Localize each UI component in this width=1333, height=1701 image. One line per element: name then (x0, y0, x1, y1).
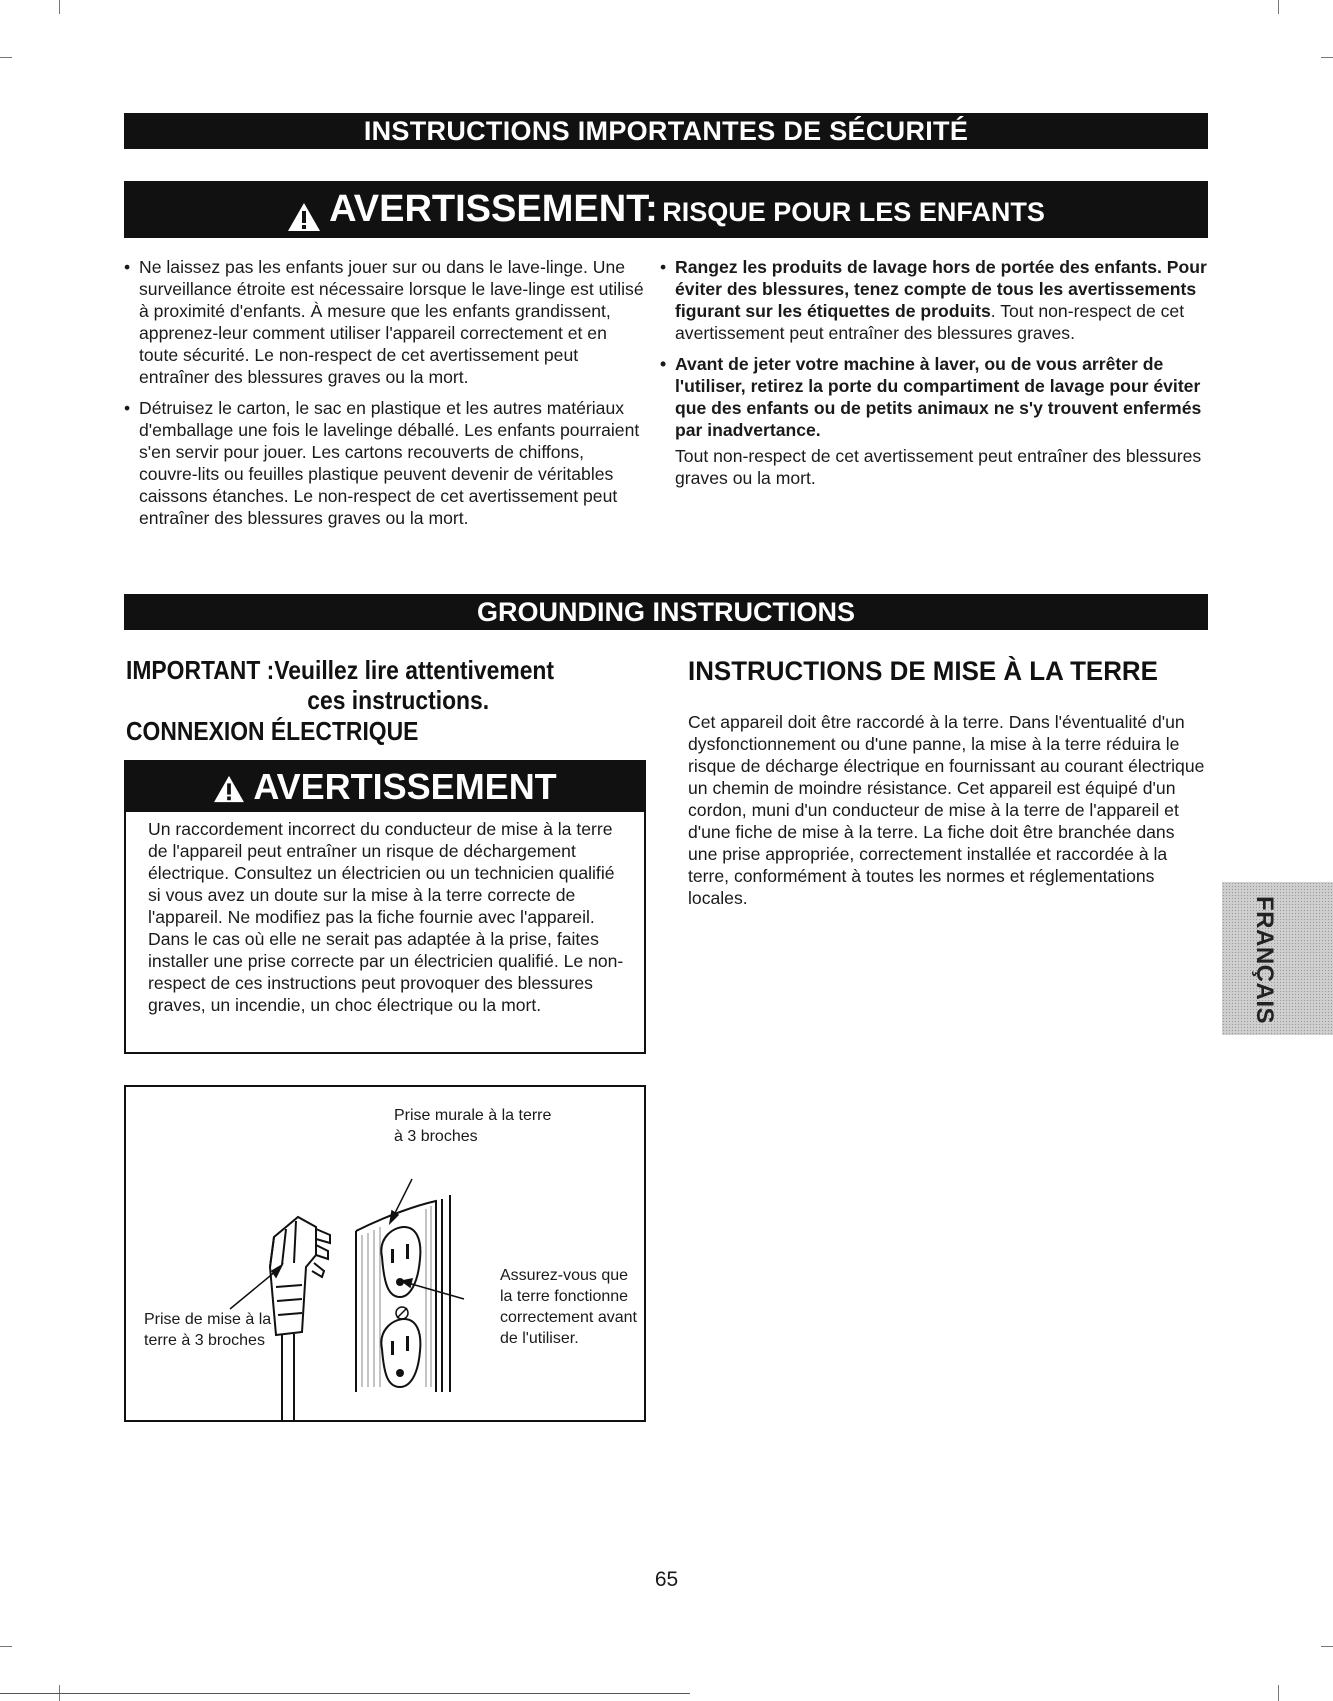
plug-and-outlet-illustration (126, 1087, 644, 1420)
crop-mark (1278, 1685, 1279, 1701)
bullet-packaging: • Détruisez le carton, le sac en plastique et les autres matériaux d'emballage une fois le lavelinge déballé. Les enfants pourraient s'en servir pour jouer. Les cartons recouverts de chiffons, couvre-lits ou feuilles plastique peuvent devenir de véritables caissons étanches. Le non-respect de cet avertissement peut entraîner des blessures graves ou la mort. (124, 397, 644, 529)
warning-subtitle: RISQUE POUR LES ENFANTS (662, 197, 1045, 227)
crop-mark (1321, 1646, 1333, 1647)
language-tab-label: FRANÇAIS (1251, 896, 1278, 1024)
children-warning-header (124, 181, 1208, 238)
crop-mark (0, 1646, 12, 1647)
electrical-warning-box (124, 760, 646, 1054)
electrical-warning-header (126, 762, 644, 812)
disposal-consequence: Tout non-respect de cet avertissement peut entraîner des blessures graves ou la mort. (675, 446, 1202, 488)
electrical-warning-label: AVERTISSEMENT (253, 766, 557, 807)
important-heading (126, 655, 584, 715)
children-warning-left-column (124, 256, 644, 538)
grounding-title: GROUNDING INSTRUCTIONS (477, 597, 855, 627)
check-grounding-label: Assurez-vous que la terre fonctionne correctement avant de l'utiliser. (500, 1267, 637, 1347)
grounding-instructions-heading: INSTRUCTIONS DE MISE À LA TERRE (688, 656, 1158, 686)
plug-label: Prise de mise à la terre à 3 broches (144, 1311, 272, 1349)
grounding-instructions-text: Cet appareil doit être raccordé à la terre. Dans l'éventualité d'un dysfonctionnement ou d'une panne, la mise à la terre réduira le risque de décharge électrique en fournissant au courant électrique un chemin de moindre résistance. Cet appareil est équipé d'un cordon, muni d'un conducteur de mise à la terre de l'appareil et d'une fiche de mise à la terre. La fiche doit être branchée dans une prise appropriée, correctement installée et raccordée à la terre, conformément à toutes les normes et réglementations locales. (688, 712, 1205, 908)
warning-triangle-icon (287, 202, 321, 232)
grounding-diagram (124, 1085, 646, 1422)
connexion-heading: CONNEXION ÉLECTRIQUE (126, 716, 419, 746)
bottom-rule (0, 1693, 690, 1694)
warning-label: AVERTISSEMENT: (329, 188, 658, 230)
crop-mark (1278, 0, 1279, 14)
bullet-disposal: • Avant de jeter votre machine à laver, ou de vous arrêter de l'utiliser, retirez la porte du compartiment de lavage pour éviter que des enfants ou de petits animaux ne s'y trouvent enfermés par inadvertance. (660, 353, 1208, 441)
crop-mark (1321, 57, 1333, 58)
important-line-2: ces instructions. (307, 685, 490, 715)
language-tab (1222, 882, 1333, 1035)
crop-mark (59, 0, 60, 14)
grounding-header (124, 594, 1208, 630)
bullet-products-bold: Rangez les produits de lavage hors de portée des enfants. Pour éviter des blessures, tenez compte de tous les avertissements figurant sur les étiquettes de produits (675, 257, 1207, 321)
safety-instructions-title: INSTRUCTIONS IMPORTANTES DE SÉCURITÉ (363, 116, 969, 146)
safety-instructions-header (124, 113, 1208, 149)
children-warning-right-column (660, 256, 1208, 489)
electrical-warning-text: Un raccordement incorrect du conducteur de mise à la terre de l'appareil peut entraîner un risque de déchargement électrique. Consultez un électricien ou un technicien qualifié si vous avez un doute sur la mise à la terre correcte de l'appareil. Ne modifiez pas la fiche fournie avec l'appareil. Dans le cas où elle ne serait pas adaptée à la prise, faites installer une prise correcte par un électricien qualifié. Le non-respect de ces instructions peut provoquer des blessures graves, un incendie, un choc électrique ou la mort. (148, 819, 624, 1015)
bullet-supervision: • Ne laissez pas les enfants jouer sur ou dans le lave-linge. Une surveillance étroite est nécessaire lorsque le lave-linge est utilisé à proximité d'enfants. À mesure que les enfants grandissent, apprenez-leur comment utiliser l'appareil correctement et en toute sécurité. Le non-respect de cet avertissement peut entraîner des blessures graves ou la mort. (124, 256, 644, 388)
outlet-label: Prise murale à la terre à 3 broches (394, 1107, 552, 1145)
bullet-products (660, 256, 1208, 344)
bullet-products-rest: . Tout non-respect de cet avertissement peut entraîner des blessures graves. (675, 301, 1185, 343)
important-line-1: IMPORTANT :Veuillez lire attentivement (126, 655, 555, 685)
page-number: 65 (654, 1568, 679, 1591)
warning-triangle-icon (213, 775, 245, 803)
crop-mark (0, 57, 12, 58)
